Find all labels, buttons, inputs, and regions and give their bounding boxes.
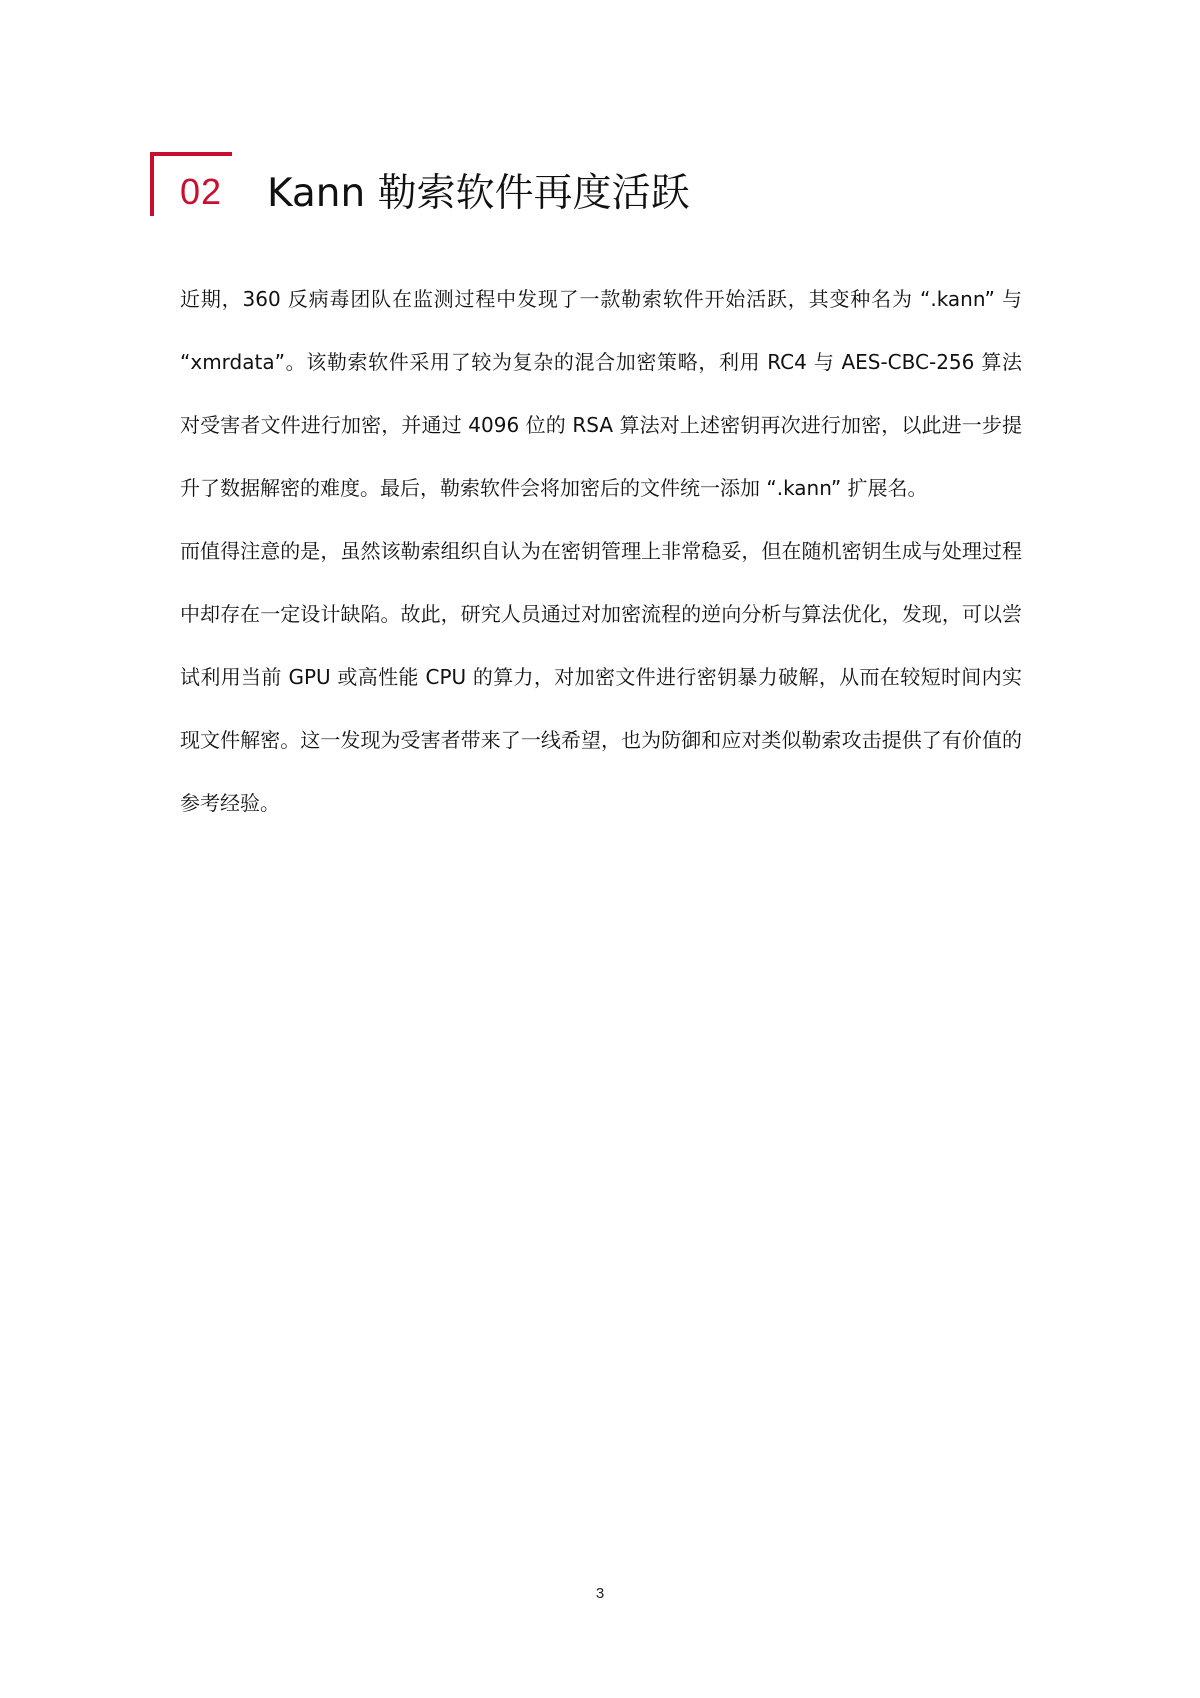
page-number: 3 (595, 1585, 605, 1602)
body-content (180, 280, 1022, 835)
paragraph-analysis: 而值得注意的是，虽然该勒索组织自认为在密钥管理上非常稳妥，但在随机密钥生成与处理过程中却存在一定设计缺陷。故此，研究人员通过对加密流程的逆向分析与算法优化，发现，可以尝试利用当前 GPU 或高性能 CPU 的算力，对加密文件进行密钥暴力破解，从而在较短时间内实现文件解密。这一发现为受害者带来了一线希望，也为防御和应对类似勒索攻击提供了有价值的参考经验。 (180, 539, 1022, 815)
section-number: 02 (180, 171, 223, 212)
bracket-left-line (150, 152, 154, 216)
section-title: Kann 勒索软件再度活跃 (267, 171, 690, 216)
section-header (150, 152, 1050, 222)
bracket-top-line (150, 152, 232, 156)
paragraph-intro: 近期，360 反病毒团队在监测过程中发现了一款勒索软件开始活跃，其变种名为 “.kann” 与 “xmrdata”。该勒索软件采用了较为复杂的混合加密策略，利用 RC4 与 AES-CBC-256 算法对受害者文件进行加密，并通过 4096 位的 RSA 算法对上述密钥再次进行加密，以此进一步提升了数据解密的难度。最后，勒索软件会将加密后的文件统一添加 “.kann” 扩展名。 (180, 287, 1022, 500)
